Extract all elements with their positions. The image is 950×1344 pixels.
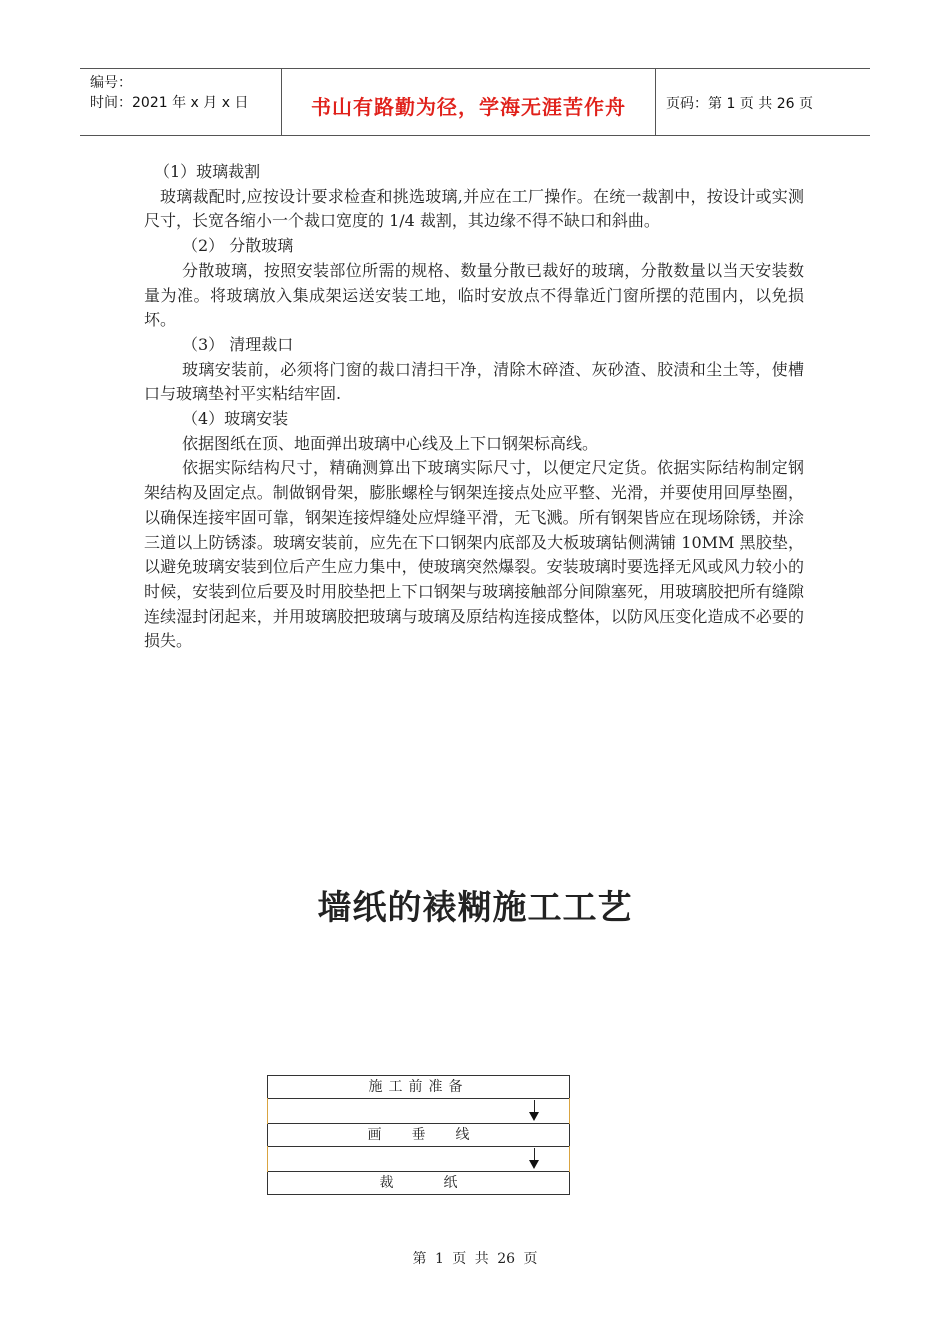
document-body: [144, 160, 804, 654]
flow-step-plumb-line: 画垂线: [267, 1123, 570, 1147]
section-heading-glass-installation: （4）玻璃安装: [182, 409, 289, 429]
process-flowchart: [267, 1075, 570, 1195]
paragraph-installation-details: 依据实际结构尺寸，精确测算出下玻璃实际尺寸，以便定尺定货。依据实际结构制定钢架结构及固定点。制做钢骨架，膨胀螺栓与钢架连接点处应平整、光滑，并要使用回厚垫圈，以确保连接牢固可靠，钢架连接焊缝处应焊缝平滑，无飞溅。所有钢架皆应在现场除锈，并涂三道以上防锈漆。玻璃安装前，应先在下口钢架内底部及大板玻璃钻侧满铺 10MM 黑胶垫，以避免玻璃安装到位后产生应力集中，使玻璃突然爆裂。安装玻璃时要选择无风或风力较小的时候，安装到位后要及时用胶垫把上下口钢架与玻璃接触部分间隙塞死，用玻璃胶把所有缝隙连续湿封闭起来，并用玻璃胶把玻璃与玻璃及原结构连接成整体，以防风压变化造成不必要的损失。: [144, 458, 804, 651]
header-motto: 书山有路勤为径，学海无涯苦作舟: [311, 94, 626, 119]
flow-step-paper-cutting: 裁纸: [267, 1171, 570, 1195]
paragraph-rabbet-cleaning: 玻璃安装前，必须将门窗的裁口清扫干净，清除木碎渣、灰砂渣、胶渍和尘土等，使槽口与玻璃垫衬平实粘结牢固.: [144, 359, 804, 404]
down-arrow-icon: [534, 1100, 535, 1124]
paragraph-glass-cutting: 玻璃裁配时,应按设计要求检查和挑选玻璃,并应在工厂操作。在统一裁割中，按设计或实测尺寸，长宽各缩小一个裁口宽度的 1/4 裁割，其边缘不得不缺口和斜曲。: [144, 186, 804, 231]
flow-step-preparation: 施工前准备: [267, 1075, 570, 1099]
section-heading-glass-distribution: （2） 分散玻璃: [182, 236, 294, 256]
paragraph-glass-distribution: 分散玻璃，按照安装部位所需的规格、数量分散已裁好的玻璃，分散数量以当天安装数量为准。将玻璃放入集成架运送安装工地，临时安放点不得靠近门窗所摆的范围内，以免损坏。: [144, 260, 804, 330]
header-page-info-cell: [656, 69, 870, 135]
header-meta: [80, 69, 282, 135]
header-motto-cell: [282, 69, 656, 135]
paragraph-installation-lines: 依据图纸在顶、地面弹出玻璃中心线及上下口钢架标高线。: [182, 433, 599, 453]
document-time-label: 时间：2021 年 x 月 x 日: [90, 95, 249, 111]
section-heading-rabbet-cleaning: （3） 清理裁口: [182, 334, 294, 354]
down-arrow-icon: [534, 1148, 535, 1172]
page-footer: 第 1 页 共 26 页: [412, 1251, 538, 1267]
flow-connector: [267, 1146, 570, 1172]
wallpaper-section-title: 墙纸的裱糊施工工艺: [317, 888, 633, 928]
section-heading-glass-cutting: （1）玻璃裁割: [154, 162, 261, 181]
flow-connector: [267, 1098, 570, 1124]
document-header: [80, 68, 870, 136]
document-number-label: 编号：: [90, 75, 132, 91]
header-page-info: 页码：第 1 页 共 26 页: [666, 96, 813, 112]
